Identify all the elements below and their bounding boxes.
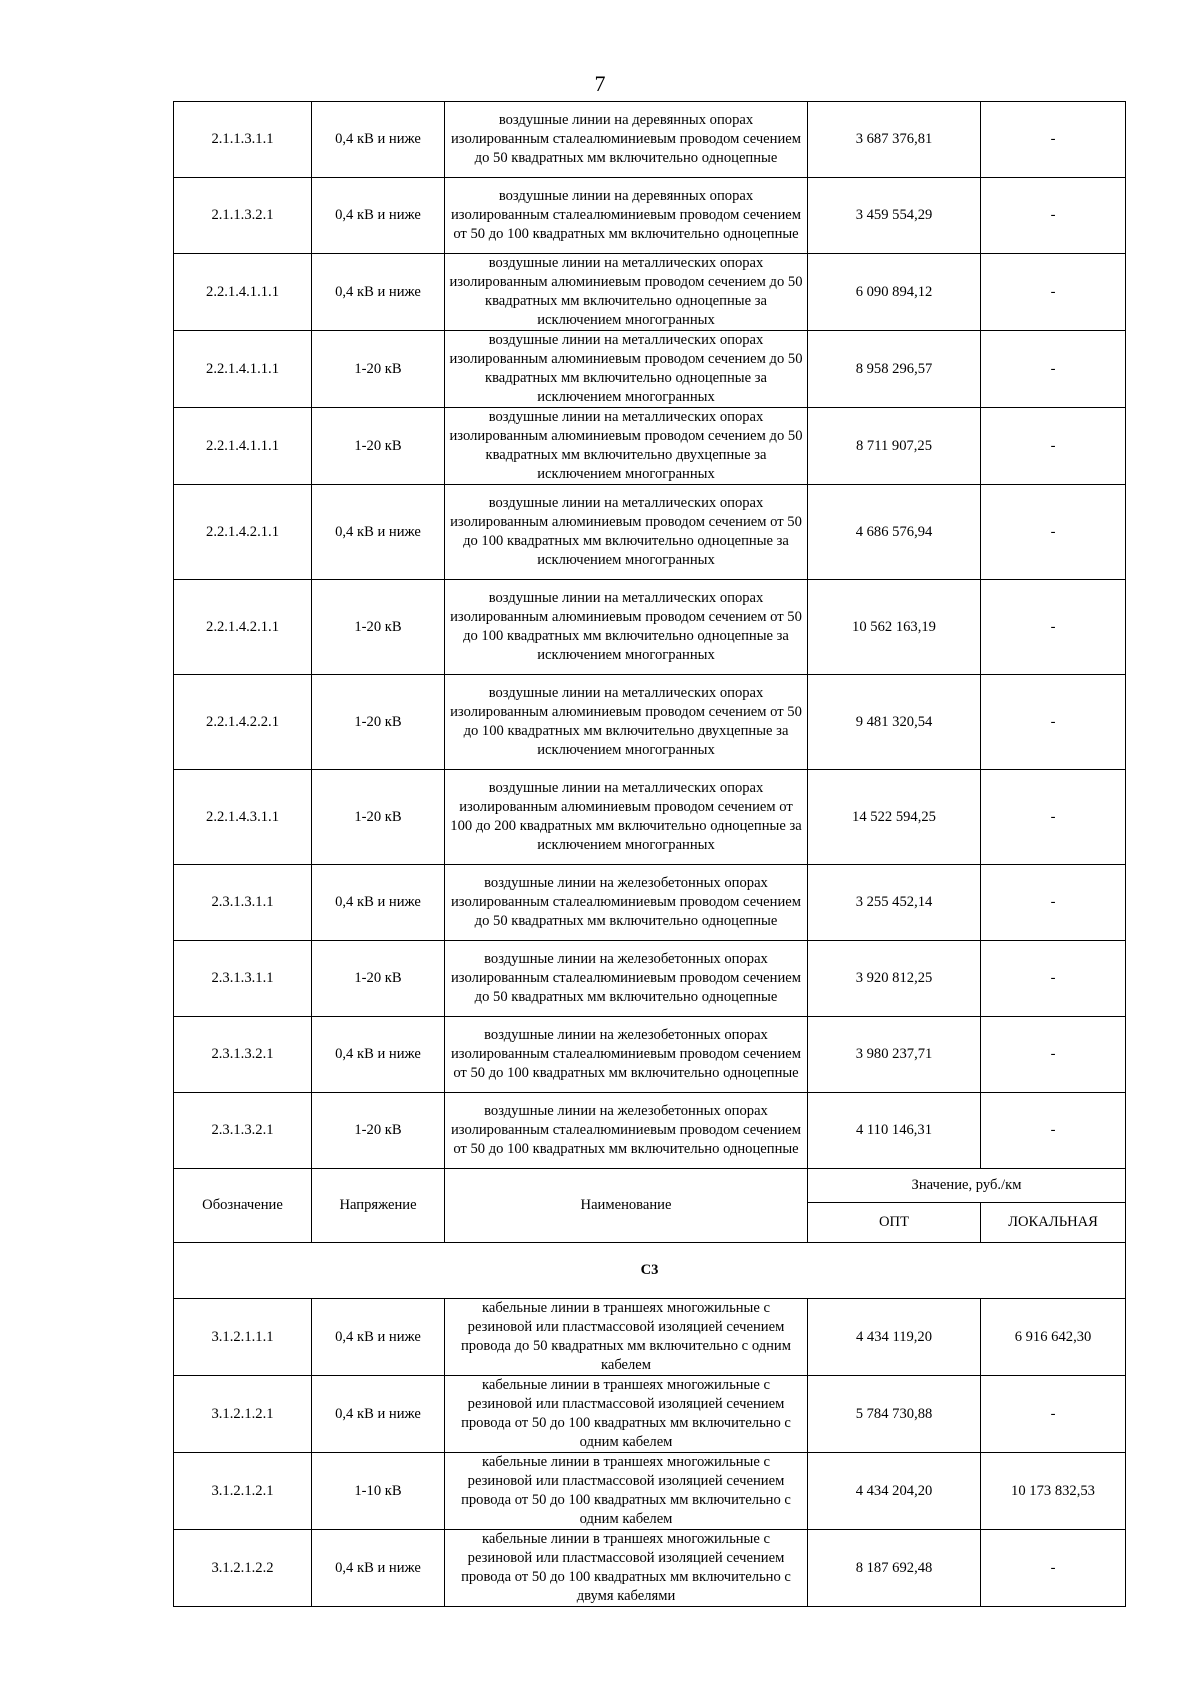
row-voltage: 1-20 кВ [312,1093,445,1169]
table-row [174,1017,1126,1093]
row-name: воздушные линии на металлических опорах изолированным алюминиевым проводом сечением до 50 квадратных мм включительно одноцепные за исключением многогранных [445,331,808,408]
row-code: 2.3.1.3.2.1 [174,1017,312,1093]
row-voltage: 0,4 кВ и ниже [312,102,445,178]
row-name: воздушные линии на металлических опорах изолированным алюминиевым проводом сечением от 50 до 100 квадратных мм включительно одноцепные за исключением многогранных [445,485,808,580]
table-body-bottom [174,1299,1126,1607]
row-code: 2.2.1.4.1.1.1 [174,331,312,408]
row-value-local: - [981,1376,1126,1453]
row-value-opt: 4 686 576,94 [808,485,981,580]
row-code: 2.2.1.4.2.1.1 [174,580,312,675]
row-name: воздушные линии на железобетонных опорах изолированным сталеалюминиевым проводом сечением до 50 квадратных мм включительно одноцепные [445,941,808,1017]
header-name: Наименование [445,1169,808,1243]
header-opt: ОПТ [808,1203,981,1243]
row-value-opt: 3 920 812,25 [808,941,981,1017]
header-designation: Обозначение [174,1169,312,1243]
row-value-opt: 3 980 237,71 [808,1017,981,1093]
table-row [174,1530,1126,1607]
row-voltage: 0,4 кВ и ниже [312,254,445,331]
table-row [174,102,1126,178]
row-voltage: 1-20 кВ [312,580,445,675]
row-name: кабельные линии в траншеях многожильные с резиновой или пластмассовой изоляцией сечением провода от 50 до 100 квадратных мм включительно с одним кабелем [445,1453,808,1530]
row-value-opt: 14 522 594,25 [808,770,981,865]
section-title: С3 [174,1243,1126,1299]
row-voltage: 1-10 кВ [312,1453,445,1530]
row-code: 2.3.1.3.1.1 [174,941,312,1017]
table-body-top [174,102,1126,1169]
row-code: 3.1.2.1.1.1 [174,1299,312,1376]
row-value-opt: 3 255 452,14 [808,865,981,941]
row-value-opt: 4 434 204,20 [808,1453,981,1530]
table-row [174,485,1126,580]
row-value-opt: 6 090 894,12 [808,254,981,331]
table-row [174,331,1126,408]
table-row [174,1376,1126,1453]
row-value-opt: 8 711 907,25 [808,408,981,485]
row-name: воздушные линии на металлических опорах изолированным алюминиевым проводом сечением до 50 квадратных мм включительно одноцепные за исключением многогранных [445,254,808,331]
row-code: 3.1.2.1.2.2 [174,1530,312,1607]
table-row [174,675,1126,770]
row-value-local: - [981,331,1126,408]
row-value-local: 6 916 642,30 [981,1299,1126,1376]
row-name: воздушные линии на металлических опорах изолированным алюминиевым проводом сечением от 50 до 100 квадратных мм включительно двухцепные за исключением многогранных [445,675,808,770]
table-row [174,1453,1126,1530]
row-value-local: - [981,408,1126,485]
row-voltage: 0,4 кВ и ниже [312,865,445,941]
table-row [174,580,1126,675]
row-value-local: - [981,1017,1126,1093]
row-value-opt: 4 434 119,20 [808,1299,981,1376]
table-row [174,254,1126,331]
row-voltage: 1-20 кВ [312,770,445,865]
table-row [174,770,1126,865]
table-row [174,865,1126,941]
row-name: кабельные линии в траншеях многожильные с резиновой или пластмассовой изоляцией сечением провода до 50 квадратных мм включительно с одним кабелем [445,1299,808,1376]
row-code: 2.2.1.4.2.1.1 [174,485,312,580]
row-code: 2.2.1.4.3.1.1 [174,770,312,865]
row-code: 2.1.1.3.1.1 [174,102,312,178]
row-voltage: 1-20 кВ [312,331,445,408]
row-voltage: 0,4 кВ и ниже [312,178,445,254]
page-number: 7 [594,71,606,96]
row-value-local: - [981,675,1126,770]
row-value-opt: 8 958 296,57 [808,331,981,408]
row-value-local: - [981,580,1126,675]
row-name: воздушные линии на металлических опорах изолированным алюминиевым проводом сечением до 50 квадратных мм включительно двухцепные за исключением многогранных [445,408,808,485]
table-row [174,1093,1126,1169]
row-name: воздушные линии на деревянных опорах изолированным сталеалюминиевым проводом сечением до 50 квадратных мм включительно одноцепные [445,102,808,178]
row-value-local: 10 173 832,53 [981,1453,1126,1530]
row-voltage: 0,4 кВ и ниже [312,1017,445,1093]
row-voltage: 0,4 кВ и ниже [312,485,445,580]
row-value-local: - [981,1093,1126,1169]
header-value: Значение, руб./км [808,1169,1126,1203]
row-name: воздушные линии на металлических опорах изолированным алюминиевым проводом сечением от 100 до 200 квадратных мм включительно одноцепные за исключением многогранных [445,770,808,865]
row-voltage: 1-20 кВ [312,941,445,1017]
row-name: кабельные линии в траншеях многожильные с резиновой или пластмассовой изоляцией сечением провода от 50 до 100 квадратных мм включительно с одним кабелем [445,1376,808,1453]
row-name: кабельные линии в траншеях многожильные с резиновой или пластмассовой изоляцией сечением провода от 50 до 100 квадратных мм включительно с двумя кабелями [445,1530,808,1607]
row-code: 3.1.2.1.2.1 [174,1453,312,1530]
header-local: ЛОКАЛЬНАЯ [981,1203,1126,1243]
row-code: 2.3.1.3.2.1 [174,1093,312,1169]
row-value-opt: 3 687 376,81 [808,102,981,178]
row-value-opt: 8 187 692,48 [808,1530,981,1607]
row-value-local: - [981,254,1126,331]
row-value-opt: 4 110 146,31 [808,1093,981,1169]
row-code: 2.2.1.4.1.1.1 [174,408,312,485]
table-header [174,1169,1126,1299]
row-code: 2.1.1.3.2.1 [174,178,312,254]
row-voltage: 0,4 кВ и ниже [312,1530,445,1607]
row-name: воздушные линии на железобетонных опорах изолированным сталеалюминиевым проводом сечением от 50 до 100 квадратных мм включительно одноцепные [445,1093,808,1169]
row-voltage: 0,4 кВ и ниже [312,1376,445,1453]
row-value-opt: 10 562 163,19 [808,580,981,675]
row-value-opt: 9 481 320,54 [808,675,981,770]
row-code: 2.2.1.4.2.2.1 [174,675,312,770]
row-name: воздушные линии на деревянных опорах изолированным сталеалюминиевым проводом сечением от 50 до 100 квадратных мм включительно одноцепные [445,178,808,254]
table-row [174,408,1126,485]
row-value-local: - [981,178,1126,254]
table-row [174,178,1126,254]
row-value-opt: 5 784 730,88 [808,1376,981,1453]
row-value-local: - [981,770,1126,865]
row-code: 2.3.1.3.1.1 [174,865,312,941]
row-voltage: 0,4 кВ и ниже [312,1299,445,1376]
header-voltage: Напряжение [312,1169,445,1243]
row-value-local: - [981,1530,1126,1607]
table-row [174,1299,1126,1376]
row-voltage: 1-20 кВ [312,675,445,770]
tariff-table [173,101,1126,1607]
row-name: воздушные линии на железобетонных опорах изолированным сталеалюминиевым проводом сечением от 50 до 100 квадратных мм включительно одноцепные [445,1017,808,1093]
table-row [174,941,1126,1017]
row-voltage: 1-20 кВ [312,408,445,485]
row-value-local: - [981,485,1126,580]
row-value-local: - [981,865,1126,941]
row-value-local: - [981,102,1126,178]
row-value-opt: 3 459 554,29 [808,178,981,254]
row-code: 2.2.1.4.1.1.1 [174,254,312,331]
row-code: 3.1.2.1.2.1 [174,1376,312,1453]
row-name: воздушные линии на железобетонных опорах изолированным сталеалюминиевым проводом сечением до 50 квадратных мм включительно одноцепные [445,865,808,941]
row-name: воздушные линии на металлических опорах изолированным алюминиевым проводом сечением от 50 до 100 квадратных мм включительно одноцепные за исключением многогранных [445,580,808,675]
row-value-local: - [981,941,1126,1017]
